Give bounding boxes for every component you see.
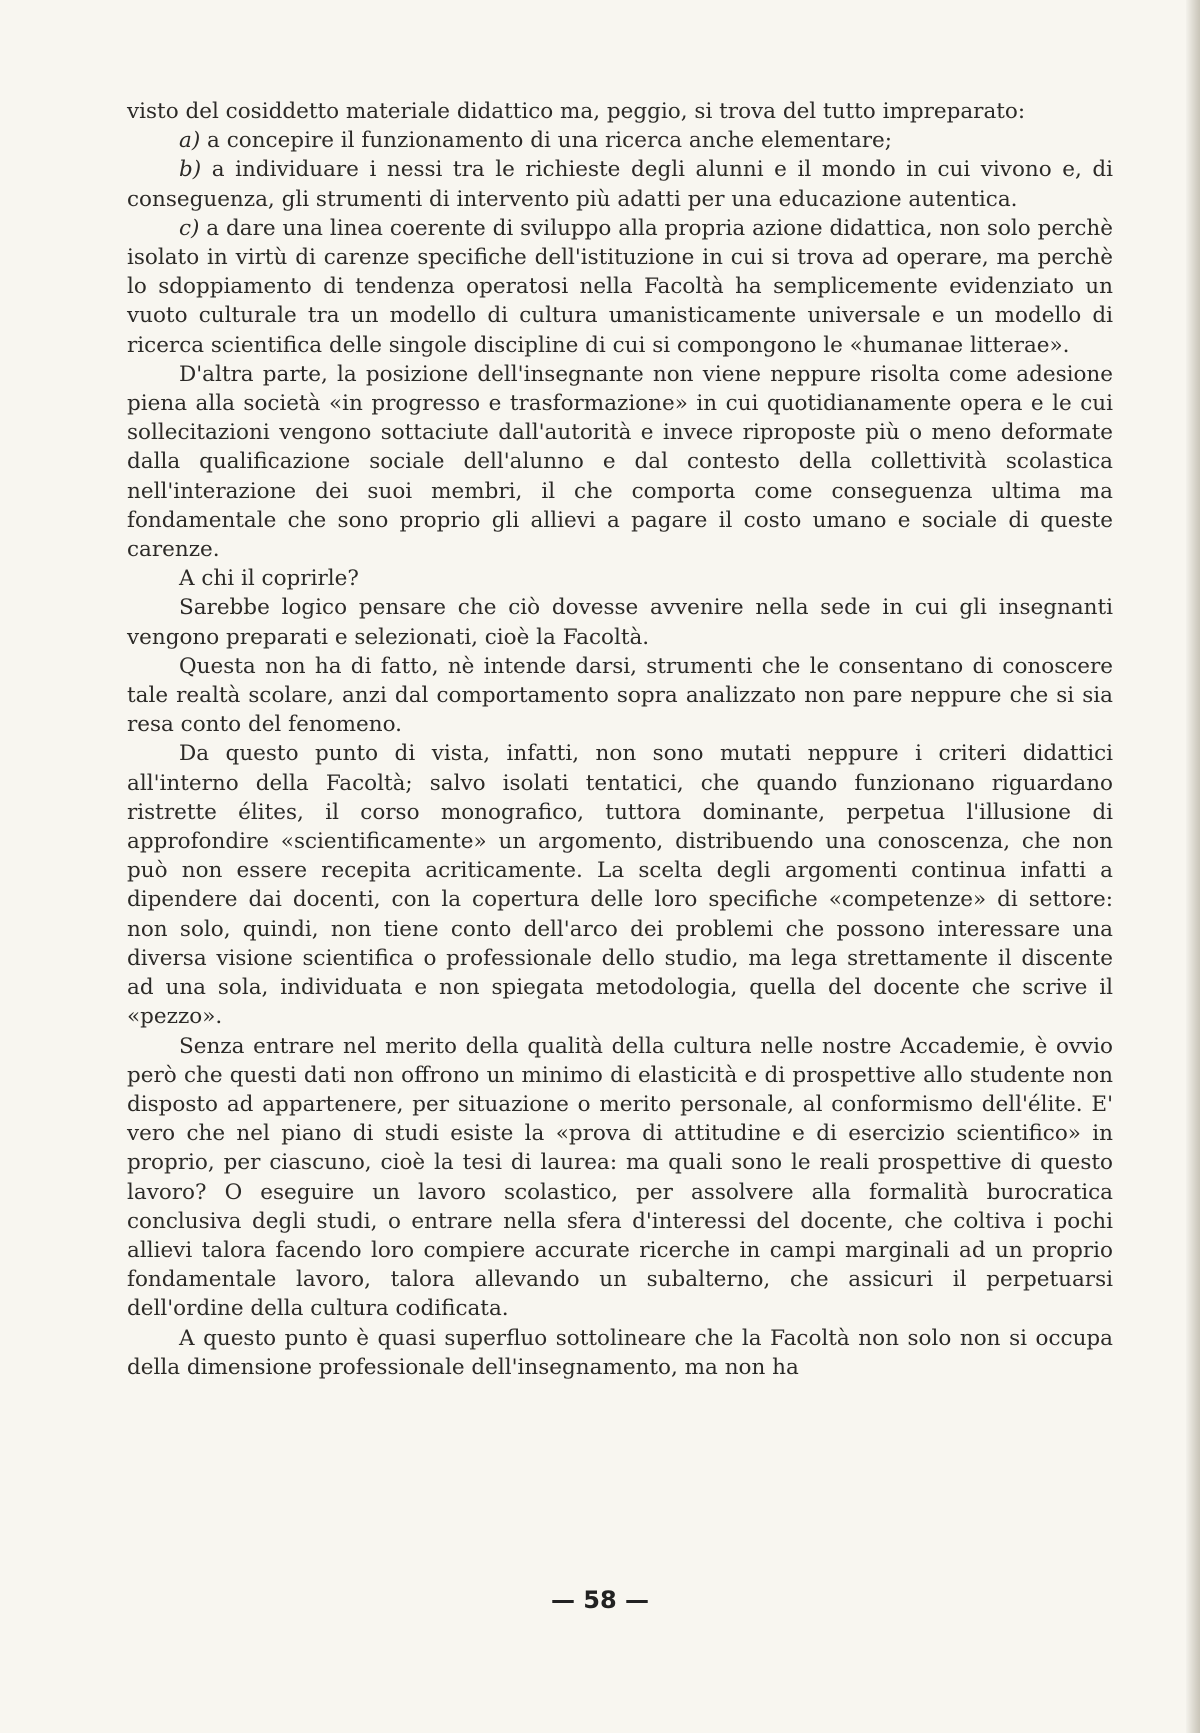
list-text-b: a individuare i nessi tra le richieste degli alunni e il mondo in cui vivono e, di conseguenza, gli strumenti di intervento più adatti per una educazione autentica. bbox=[127, 157, 1113, 212]
paragraph: Da questo punto di vista, infatti, non sono mutati neppure i criteri didattici all'interno della Facoltà; salvo isolati tentatici, che quando funzionano riguardano ristrette élites, il corso monografico, tuttora dominante, perpetua l'illusione di approfondire «scientificamente» un argomento, distribuendo una conoscenza, che non può non essere recepita acriticamente. La scelta degli argomenti continua infatti a dipendere dai docenti, con la copertura delle loro specifiche «competenze» di settore: non solo, quindi, non tiene conto dell'arco dei problemi che possono interessare una diversa visione scientifica o professionale dello studio, ma lega strettamente il discente ad una sola, individuata e non spiegata metodologia, quella del docente che scrive il «pezzo». bbox=[127, 741, 1113, 1030]
paragraph: A chi il coprirle? bbox=[179, 566, 359, 592]
list-item-a bbox=[127, 126, 1113, 155]
page-number: — 58 — bbox=[550, 1586, 650, 1614]
list-label-a: a) bbox=[179, 128, 201, 154]
page-edge bbox=[1186, 0, 1200, 1733]
list-label-c: c) bbox=[179, 215, 200, 241]
paragraph: Senza entrare nel merito della qualità della cultura nelle nostre Accademie, è ovvio però che questi dati non offrono un minimo di elasticità e di prospettive allo studente non disposto ad appartenere, per situazione o merito personale, al conformismo dell'élite. E' vero che nel piano di studi esiste la «prova di attitudine e di esercizio scientifico» in proprio, per ciascuno, cioè la tesi di laurea: ma quali sono le reali prospettive di questo lavoro? O eseguire un lavoro scolastico, per assolvere alla formalità burocratica conclusiva degli studi, o entrare nella sfera d'interessi del docente, che coltiva i pochi allievi talora facendo loro compiere accurate ricerche in campi marginali ad un proprio fondamentale lavoro, talora allevando un subalterno, che assicuri il perpetuarsi dell'ordine della cultura codificata. bbox=[127, 1033, 1113, 1322]
body-text bbox=[127, 97, 1113, 1382]
paragraph: Sarebbe logico pensare che ciò dovesse avvenire nella sede in cui gli insegnanti vengono preparati e selezionati, cioè la Facoltà. bbox=[127, 595, 1113, 650]
list-text-c: a dare una linea coerente di sviluppo alla propria azione didattica, non solo perchè isolato in virtù di carenze specifiche dell'istituzione in cui si trova ad operare, ma perchè lo sdoppiamento di tendenza operatosi nella Facoltà ha semplicemente evidenziato un vuoto culturale tra un modello di cultura umanisticamente universale e un modello di ricerca scientifica delle singole discipline di cui si compongono le «humanae litterae». bbox=[127, 215, 1113, 358]
list-text-a: a concepire il funzionamento di una ricerca anche elementare; bbox=[200, 128, 893, 154]
paragraph: Questa non ha di fatto, nè intende darsi, strumenti che le consentano di conoscere tale realtà scolare, anzi dal comportamento sopra analizzato non pare neppure che si sia resa conto del fenomeno. bbox=[127, 653, 1113, 738]
paragraph-intro: visto del cosiddetto materiale didattico ma, peggio, si trova del tutto impreparato: bbox=[127, 99, 1026, 124]
paragraph: A questo punto è quasi superfluo sottolineare che la Facoltà non solo non si occupa della dimensione professionale dell'insegnamento, ma non ha bbox=[127, 1325, 1113, 1380]
paragraph: D'altra parte, la posizione dell'insegnante non viene neppure risolta come adesione piena alla società «in progresso e trasformazione» in cui quotidianamente opera e le cui sollecitazioni vengono sottaciute dall'autorità e invece riproposte più o meno deformate dalla qualificazione sociale dell'alunno e dal contesto della collettività scolastica nell'interazione dei suoi membri, il che comporta come conseguenza ultima ma fondamentale che sono proprio gli allievi a pagare il costo umano e sociale di queste carenze. bbox=[127, 361, 1113, 563]
list-label-b: b) bbox=[179, 157, 202, 183]
list-item-b bbox=[127, 155, 1113, 213]
list-item-c bbox=[127, 214, 1113, 360]
